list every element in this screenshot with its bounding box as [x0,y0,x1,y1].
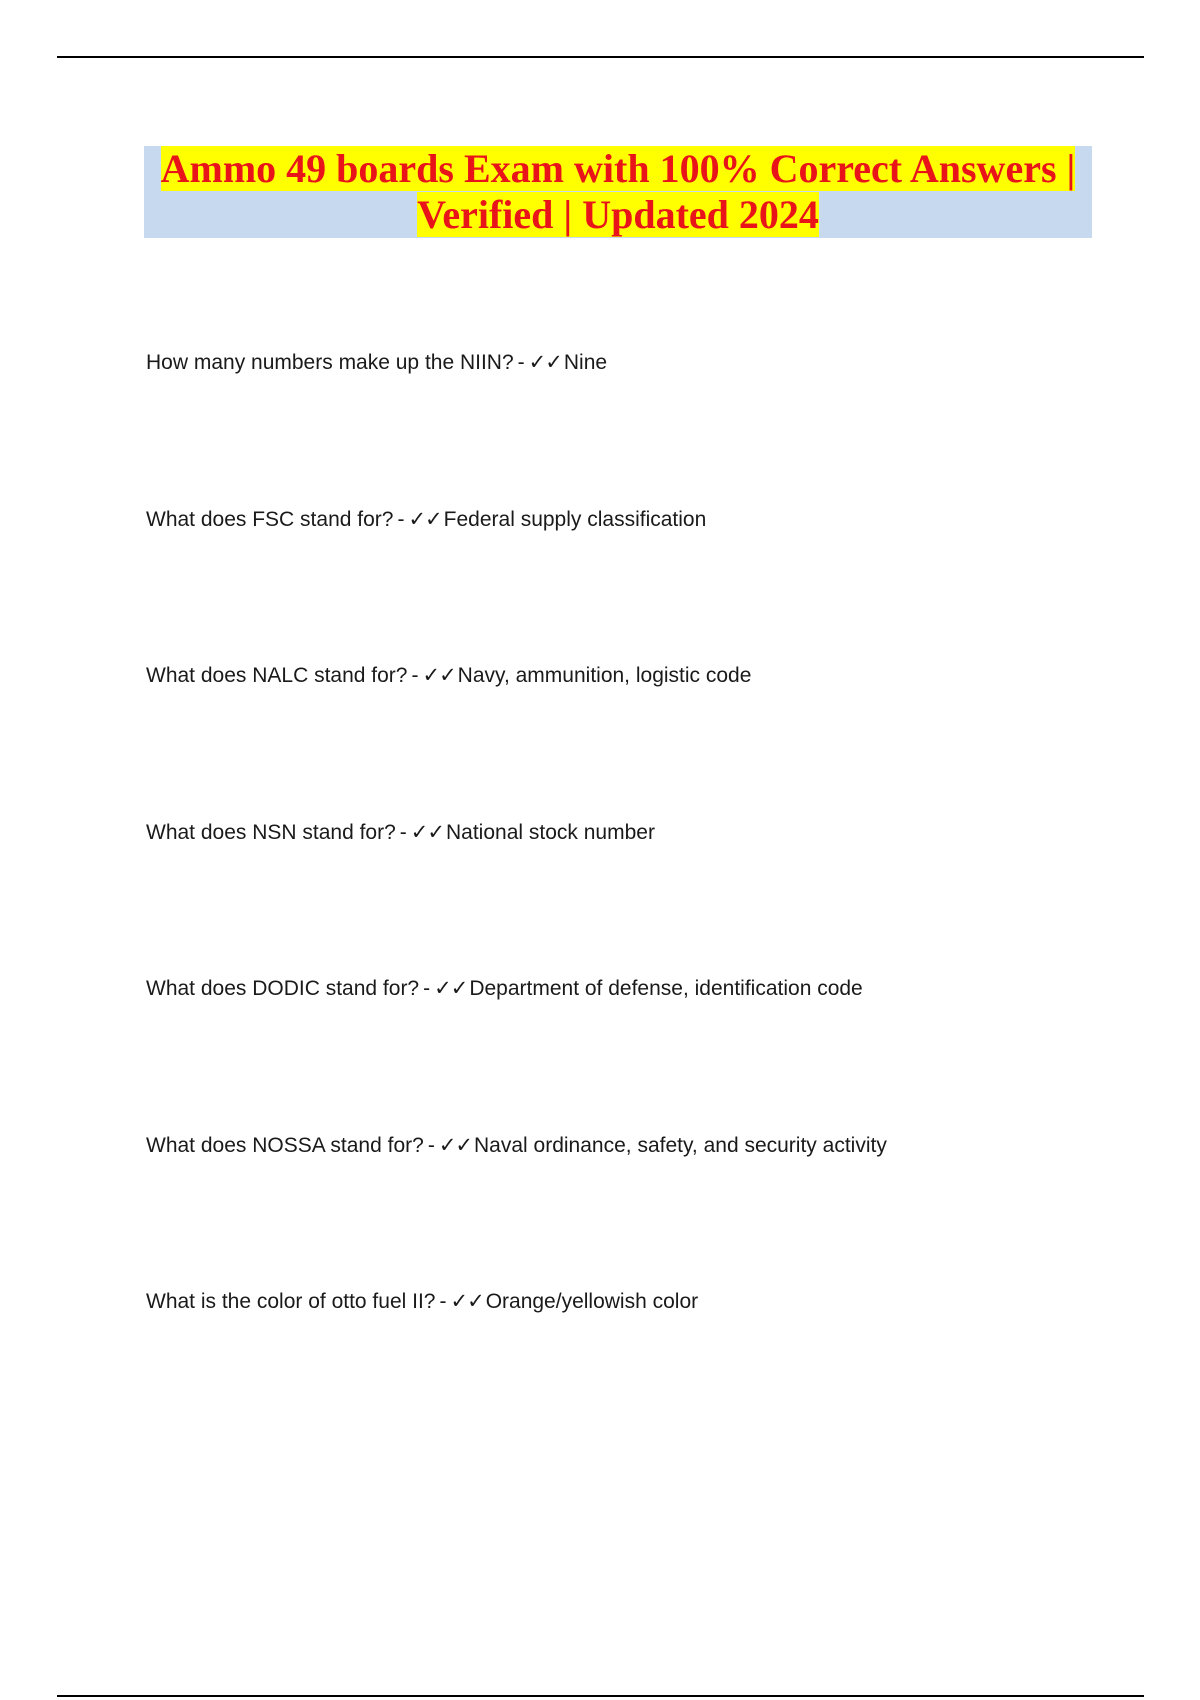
title-line-1: Ammo 49 boards Exam with 100% Correct Answers | [160,146,1076,191]
question-text: What is the color of otto fuel II? [146,1290,436,1313]
qa-item [146,1132,887,1159]
question-text: What does NOSSA stand for? [146,1134,424,1157]
separator: - [423,977,431,1000]
answer-text: Naval ordinance, safety, and security activity [474,1134,887,1157]
check-check-icon: ✓✓ [422,663,456,687]
qa-item [146,506,706,533]
check-check-icon: ✓✓ [528,350,562,374]
check-check-icon: ✓✓ [410,820,444,844]
qa-item [146,1288,698,1315]
question-text: What does NSN stand for? [146,821,396,844]
separator: - [517,351,525,374]
document-title [144,146,1092,238]
check-check-icon: ✓✓ [450,1289,484,1313]
separator: - [399,821,407,844]
qa-item [146,975,863,1002]
answer-text: Nine [563,351,608,374]
answer-text: Orange/yellowish color [485,1290,699,1313]
answer-text: Federal supply classification [443,508,707,531]
answer-text: Navy, ammunition, logistic code [457,664,752,687]
question-text: What does FSC stand for? [146,508,394,531]
title-line-2: Verified | Updated 2024 [417,192,819,237]
question-text: What does NALC stand for? [146,664,408,687]
qa-item [146,349,607,376]
separator: - [427,1134,435,1157]
separator: - [439,1290,447,1313]
footer-rule [57,1695,1144,1697]
qa-item [146,662,751,689]
answer-text: National stock number [446,821,655,844]
separator: - [397,508,405,531]
check-check-icon: ✓✓ [434,976,468,1000]
check-check-icon: ✓✓ [408,507,442,531]
check-check-icon: ✓✓ [438,1133,473,1157]
answer-text: Department of defense, identification code [469,977,863,1000]
separator: - [411,664,419,687]
question-text: What does DODIC stand for? [146,977,420,1000]
qa-item [146,819,655,846]
header-rule [57,56,1144,58]
question-text: How many numbers make up the NIIN? [146,351,514,374]
